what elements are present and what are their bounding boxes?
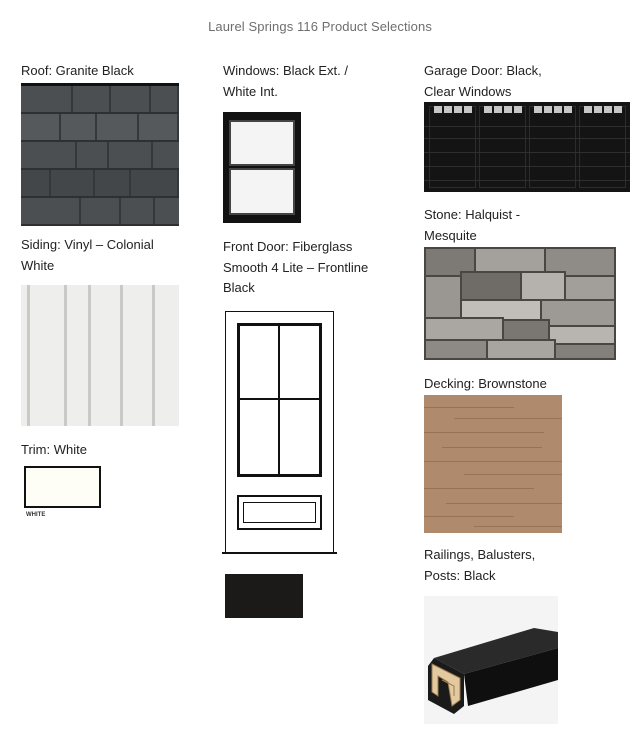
front-door-label-line-2: Smooth 4 Lite – Frontline [223,260,369,275]
stone-swatch [424,247,616,360]
trim-swatch [24,466,101,508]
siding-label-line-1: Siding: Vinyl – Colonial [21,237,154,252]
garage-door-label-line-1: Garage Door: Black, [424,63,542,78]
siding-label-line-2: White [21,258,55,273]
front-door-label-line-3: Black [223,280,255,295]
front-door-threshold [222,552,337,554]
decking-swatch [424,395,562,533]
front-door-label-line-1: Front Door: Fiberglass [223,239,353,254]
railing-swatch [424,596,558,724]
roof-label: Roof: Granite Black [21,63,134,78]
stone-label-line-2: Mesquite [424,228,477,243]
window-swatch [223,112,301,223]
roof-swatch [21,83,179,226]
trim-label: Trim: White [21,442,87,457]
railing-profile-illustration [424,596,558,724]
page-title: Laurel Springs 116 Product Selections [208,19,432,34]
siding-swatch [21,285,179,426]
garage-door-label-line-2: Clear Windows [424,84,512,99]
decking-label: Decking: Brownstone [424,376,547,391]
trim-swatch-caption: WHITE [26,512,46,518]
windows-label-line-1: Windows: Black Ext. / [223,63,348,78]
stone-label-line-1: Stone: Halquist - [424,207,521,222]
garage-door-swatch [424,102,630,192]
railings-label-line-1: Railings, Balusters, [424,547,536,562]
windows-label-line-2: White Int. [223,84,278,99]
front-door-glass-lites [237,323,322,477]
railings-label-line-2: Posts: Black [424,568,496,583]
front-door-color-swatch [225,574,303,618]
front-door-lower-panel [237,495,322,530]
